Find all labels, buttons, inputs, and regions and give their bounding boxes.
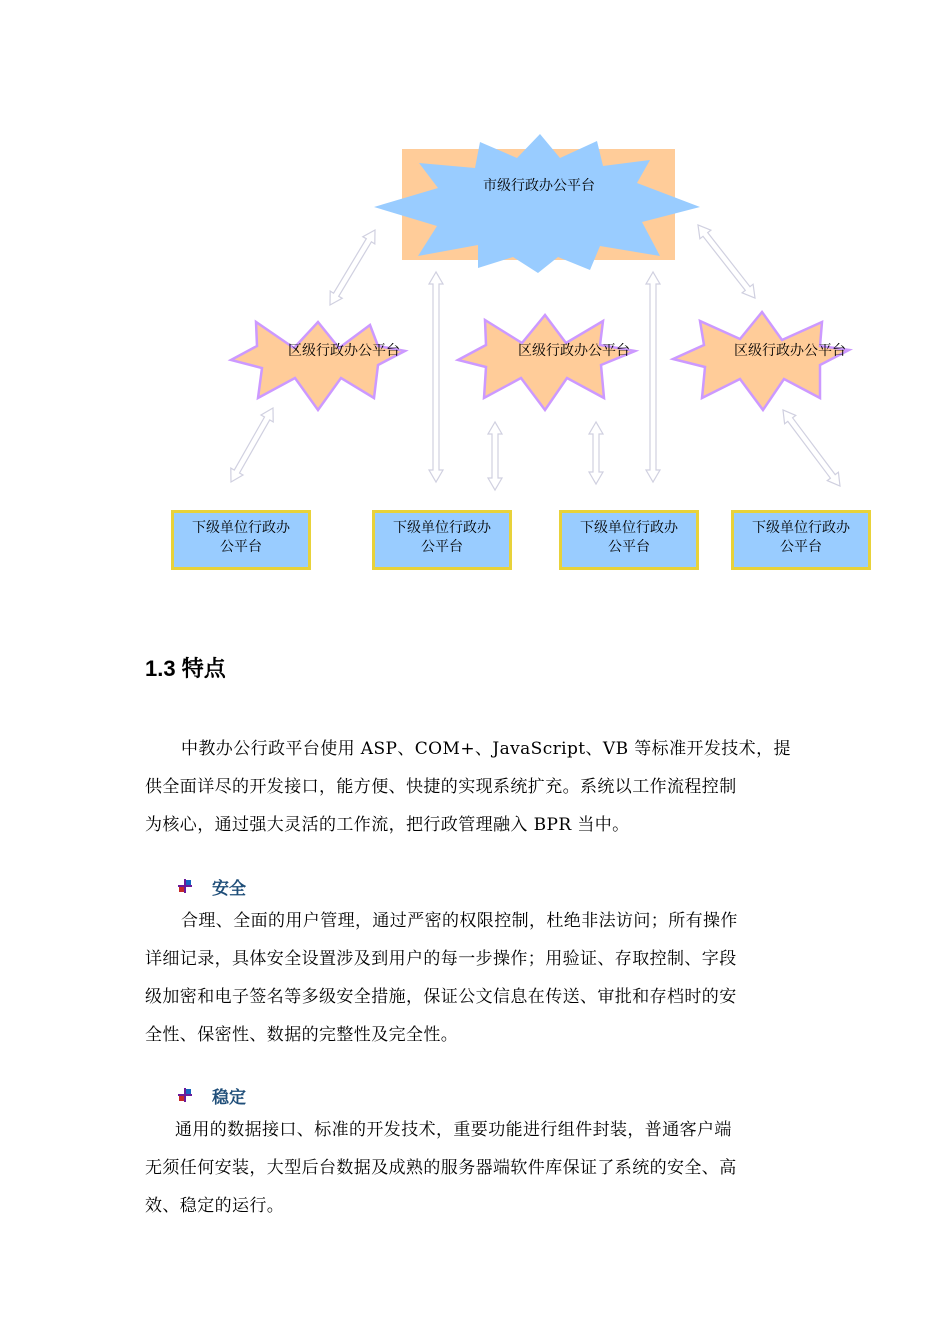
feature-heading-stability [178,1083,246,1107]
double-arrow-connector [783,410,840,486]
district-platform-label: 区级行政办公平台 [518,343,630,359]
subordinate-platform-3 [559,510,699,570]
double-arrow-connector [589,422,603,484]
subordinate-platform-label-line1: 下级单位行政办 [393,520,491,536]
subordinate-platform-2 [372,510,512,570]
subordinate-platform-4 [731,510,871,570]
district-platform-2 [458,315,635,410]
section-heading: 1.3 特点 [145,656,226,681]
subordinate-platform-1 [171,510,311,570]
paragraph-line: 中教办公行政平台使用 ASP、COM+、JavaScript、VB 等标准开发技术，提 [181,739,791,759]
double-arrow-connector [698,225,755,298]
paragraph-line: 无须任何安装，大型后台数据及成熟的服务器端软件库保证了系统的安全、高 [145,1158,737,1178]
double-arrow-connector [646,272,660,482]
district-platform-label: 区级行政办公平台 [288,343,400,359]
paragraph-line: 级加密和电子签名等多级安全措施，保证公文信息在传送、审批和存档时的安 [145,987,737,1007]
double-arrow-connector [330,230,375,305]
paragraph-line: 供全面详尽的开发接口，能方便、快捷的实现系统扩充。系统以工作流程控制 [145,777,737,797]
feature-label: 安全 [212,878,246,898]
feature-label: 稳定 [212,1087,246,1107]
district-platform-3 [673,312,849,410]
bullet-icon [178,879,192,893]
subordinate-platform-label-line1: 下级单位行政办 [580,520,678,536]
intro-paragraph [145,730,815,844]
bullet-icon [178,1088,192,1102]
subordinate-platform-label-line2: 公平台 [421,539,463,555]
district-platform-1 [231,322,405,410]
paragraph-line: 详细记录，具体安全设置涉及到用户的每一步操作；用验证、存取控制、字段 [145,949,737,969]
subordinate-platform-label-line1: 下级单位行政办 [752,520,850,536]
district-platform-label: 区级行政办公平台 [734,343,846,359]
feature-heading-security [178,874,246,898]
subordinate-platform-label-line2: 公平台 [780,539,822,555]
double-arrow-connector [429,272,443,482]
paragraph-line: 通用的数据接口、标准的开发技术，重要功能进行组件封装，普通客户端 [175,1120,732,1140]
stability-paragraph [145,1111,815,1225]
double-arrow-connector [231,408,273,482]
subordinate-platform-label-line1: 下级单位行政办 [192,520,290,536]
subordinate-platform-label-line2: 公平台 [608,539,650,555]
paragraph-line: 为核心，通过强大灵活的工作流，把行政管理融入 BPR 当中。 [145,815,630,835]
paragraph-line: 全性、保密性、数据的完整性及完全性。 [145,1025,459,1045]
security-paragraph [145,902,815,1054]
city-platform-label: 市级行政办公平台 [483,178,595,194]
double-arrow-connector [488,422,502,490]
subordinate-platform-label-line2: 公平台 [220,539,262,555]
paragraph-line: 效、稳定的运行。 [145,1196,285,1216]
paragraph-line: 合理、全面的用户管理，通过严密的权限控制，杜绝非法访问；所有操作 [181,911,738,931]
